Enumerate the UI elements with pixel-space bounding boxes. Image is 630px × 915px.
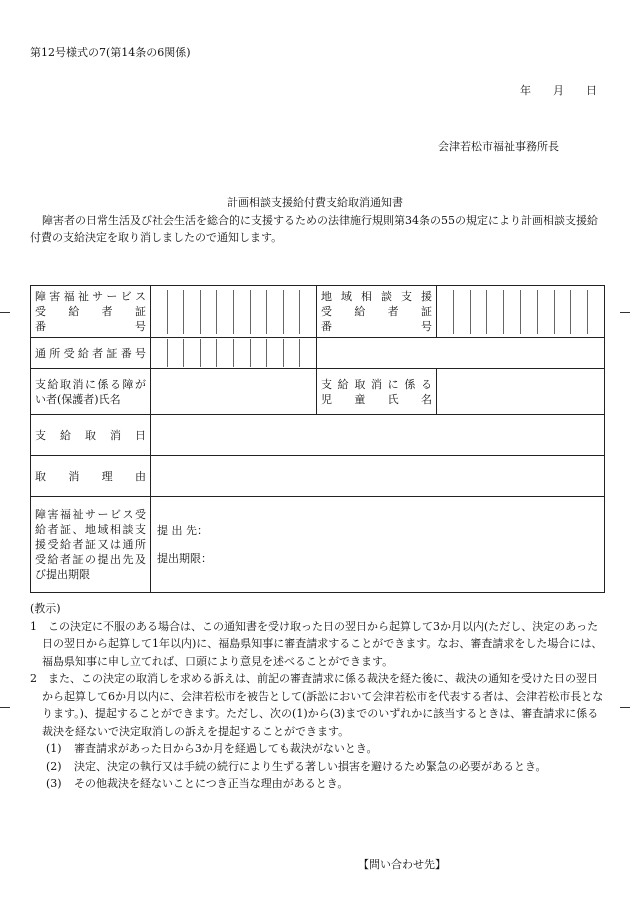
note-sub-1: [30, 740, 606, 758]
cancel-date-field[interactable]: [151, 415, 605, 456]
note-sub-2-num: (2): [46, 759, 62, 773]
fold-mark-left-top: [0, 312, 10, 313]
fold-mark-right-top: [620, 312, 630, 313]
regional-cert-label: [317, 286, 437, 338]
regional-cert-label-3a: 番: [321, 320, 332, 333]
child-name-field[interactable]: [437, 369, 605, 415]
disabled-person-name-label: [31, 369, 151, 415]
disabled-person-name-label-2: い者(保護者)氏名: [35, 392, 121, 406]
cancel-reason-field[interactable]: [151, 456, 605, 497]
submission-label-3: 援受給者証又は通所: [35, 538, 146, 551]
submission-field[interactable]: [151, 497, 605, 593]
contact-heading: 【問い合わせ先】: [358, 858, 446, 871]
submit-to-label: 提 出 先：: [157, 523, 208, 537]
day-service-cert-number-boxes[interactable]: [151, 338, 317, 369]
cancel-reason-label: [31, 456, 151, 497]
note-sub-3-num: (3): [46, 777, 62, 790]
intro-text: 障害者の日常生活及び社会生活を総合的に支援するための法律施行規則第34条の55の規定により計画相談支援給付費の支給決定を取り消しましたので通知します。: [30, 214, 598, 244]
cancel-date-label-text: 支 給 取 消 日: [35, 428, 146, 442]
service-cert-label-3: [35, 319, 146, 334]
notes-heading: (教示): [30, 602, 61, 615]
service-cert-label: [31, 286, 151, 338]
regional-cert-label-1: 地域相談支援: [321, 290, 432, 303]
note-sub-1-text: 審査請求があった日から3か月を経過しても裁決がないとき。: [74, 742, 378, 755]
day-service-cert-label-text: 通所受給者証番号: [35, 346, 146, 360]
regional-cert-number-boxes[interactable]: [437, 286, 605, 338]
date-day: 日: [586, 84, 597, 97]
notice-form-table: [30, 285, 605, 593]
regional-cert-label-3b: 号: [421, 320, 432, 333]
service-cert-label-3b: 号: [135, 320, 146, 333]
cancel-date-label: [31, 415, 151, 456]
note-sub-3-text: その他裁決を経ないことにつき正当な理由があるとき。: [74, 777, 349, 790]
submission-label: [31, 497, 151, 593]
notes-section: [30, 600, 606, 793]
fold-mark-right-bottom: [620, 707, 630, 708]
day-service-cert-label: [31, 338, 151, 369]
submission-label-1: 障害福祉サービス受: [35, 508, 146, 521]
note-item-2: 2 また、この決定の取消しを求める訴えは、前記の審査請求に係る裁決を経た後に、裁決の通知を受けた日の翌日から起算して6か月以内に、会津若松市を被告として(訴訟において会津若松市を代表する者は、会津若松市長となります。)、提起することができます。ただし、次の(1)から(3)までのいずれかに該当するときは、審査請求に係る裁決を経ないで決定取消しの訴えを提起することができます。: [30, 672, 604, 738]
submission-label-2: 給者証、地域相談支: [35, 523, 146, 536]
submission-label-4: 受給者証の提出先及: [35, 553, 146, 566]
child-name-label-2: 児 童 氏 名: [321, 392, 432, 406]
service-cert-label-3a: 番: [35, 320, 46, 333]
form-number: 第12号様式の7(第14条の6関係): [30, 46, 191, 59]
day-service-cert-blank: [317, 338, 605, 369]
issuer: 会津若松市福祉事務所長: [438, 140, 559, 153]
service-cert-label-1: 障害福祉サービス: [35, 290, 146, 303]
service-cert-label-2: 受 給 者 証: [35, 305, 146, 318]
note-sub-3: [30, 775, 606, 793]
child-name-label-1: 支給取消に係る: [321, 377, 432, 391]
date-year: 年: [520, 84, 531, 97]
date-line: [520, 82, 597, 98]
regional-cert-label-3: [321, 319, 432, 334]
service-cert-number-boxes[interactable]: [151, 286, 317, 338]
disabled-person-name-field[interactable]: [151, 369, 317, 415]
fold-mark-left-bottom: [0, 707, 10, 708]
submit-deadline-label: 提出期限：: [157, 551, 212, 565]
date-month: 月: [553, 84, 564, 97]
note-item-1: 1 この決定に不服のある場合は、この通知書を受け取った日の翌日から起算して3か月以内(ただし、決定のあった日の翌日から起算して1年以内)に、福島県知事に審査請求することができます。なお、審査請求をした場合には、福島県知事に申し立てれば、口頭により意見を述べることができます。: [30, 619, 603, 668]
note-sub-2: [30, 758, 606, 776]
submission-label-5: び提出期限: [35, 568, 90, 581]
regional-cert-label-2: 受 給 者 証: [321, 305, 432, 318]
cancel-reason-label-text: 取 消 理 由: [35, 469, 146, 483]
child-name-label: [317, 369, 437, 415]
document-title: 計画相談支援給付費支給取消通知書: [227, 196, 403, 209]
note-sub-1-num: (1): [46, 742, 62, 755]
note-sub-2-text: 決定、決定の執行又は手続の続行により生ずる著しい損害を避けるため緊急の必要があるとき。: [74, 759, 547, 773]
disabled-person-name-label-1: 支給取消に係る障が: [35, 377, 146, 391]
